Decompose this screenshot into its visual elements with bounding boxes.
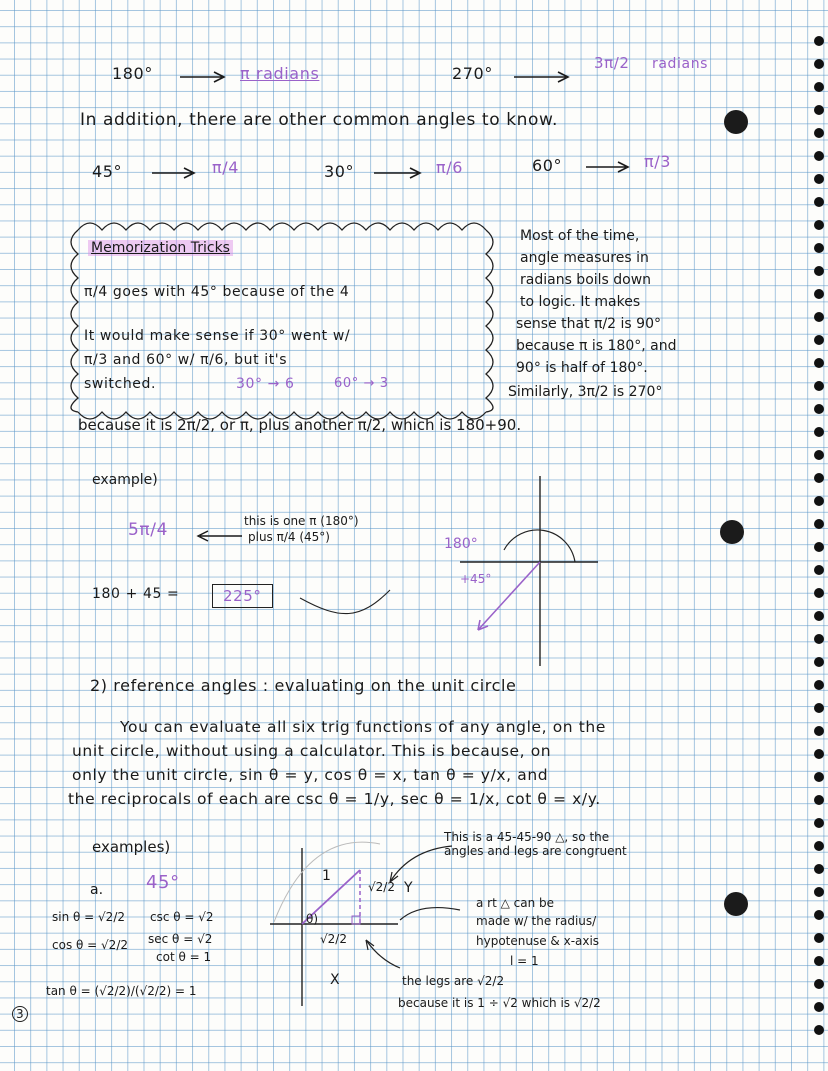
spiral-ring <box>814 289 824 299</box>
side-note-6: because π is 180°, and <box>516 338 677 354</box>
example2-note-mid4: l = 1 <box>510 954 539 968</box>
three-pi-over-two: 3π/2 <box>594 54 630 72</box>
example2-note-mid1: a rt △ can be <box>476 896 555 910</box>
spiral-ring <box>814 427 824 437</box>
triangle-theta: θ) <box>306 912 319 926</box>
example2-note-mid3: hypotenuse & x-axis <box>476 934 600 948</box>
example2-tan: tan θ = (√2/2)/(√2/2) = 1 <box>46 984 197 998</box>
arrow-icon <box>372 166 426 180</box>
spiral-ring <box>814 726 824 736</box>
rad-pi-over-6: π/6 <box>436 158 464 177</box>
example1-note2: plus π/4 (45°) <box>248 530 330 544</box>
section2-p3: only the unit circle, sin θ = y, cos θ = x, tan θ = y/x, and <box>72 766 549 784</box>
example1-fraction: 5π/4 <box>128 520 168 540</box>
spiral-ring <box>814 703 824 713</box>
rad-pi-over-4: π/4 <box>212 158 240 177</box>
triangle-hypotenuse-label: 1 <box>322 868 331 884</box>
spiral-ring <box>814 933 824 943</box>
example1-angle-180: 180° <box>444 536 478 552</box>
deg-180: 180° <box>112 64 153 83</box>
side-note-2: angle measures in <box>520 250 649 266</box>
spiral-ring <box>814 197 824 207</box>
example2-cot: cot θ = 1 <box>156 950 212 964</box>
spiral-ring <box>814 565 824 575</box>
spiral-ring <box>814 128 824 138</box>
example2-csc: csc θ = √2 <box>150 910 214 924</box>
spiral-ring <box>814 680 824 690</box>
example2-note-mid2: made w/ the radius/ <box>476 914 597 928</box>
binder-hole-middle <box>720 520 744 544</box>
spiral-ring <box>814 312 824 322</box>
example2-a: a. <box>90 882 104 898</box>
spiral-ring <box>814 910 824 920</box>
spiral-ring <box>814 59 824 69</box>
spiral-ring <box>814 220 824 230</box>
section2-title: 2) reference angles : evaluating on the unit circle <box>90 676 517 695</box>
spiral-ring <box>814 151 824 161</box>
example1-axes <box>420 470 600 670</box>
radians-label: radians <box>652 56 709 72</box>
tricks-line-1: π/4 goes with 45° because of the 4 <box>84 284 350 300</box>
spiral-ring <box>814 979 824 989</box>
spiral-ring <box>814 657 824 667</box>
triangle-x-label: √2/2 <box>320 932 347 946</box>
example1-result: 225° <box>212 584 273 608</box>
arrow-icon <box>150 166 200 180</box>
angle-60: 60° <box>532 156 563 175</box>
spiral-ring <box>814 404 824 414</box>
triangle-y-label: √2/2 <box>368 880 395 894</box>
triangle-X: X <box>330 972 340 988</box>
side-note-4: to logic. It makes <box>520 294 641 310</box>
example1-angle-45: +45° <box>460 572 492 586</box>
pi-radians: π radians <box>240 64 320 83</box>
example1-sum: 180 + 45 = <box>92 586 180 602</box>
example2-note-bot1: the legs are √2/2 <box>402 974 505 988</box>
tricks-heading: Memorization Tricks <box>88 240 233 256</box>
spiral-ring <box>814 795 824 805</box>
spiral-ring <box>814 450 824 460</box>
binder-hole-bottom <box>724 892 748 916</box>
spiral-ring <box>814 772 824 782</box>
tricks-line-4: switched. <box>84 376 157 392</box>
arrow-left-icon <box>196 530 244 542</box>
spiral-ring <box>814 266 824 276</box>
triangle-Y: Y <box>404 880 413 896</box>
example2-angle: 45° <box>146 872 180 893</box>
spiral-ring <box>814 358 824 368</box>
side-note-5: sense that π/2 is 90° <box>516 316 661 332</box>
spiral-ring <box>814 1025 824 1035</box>
spiral-ring <box>814 105 824 115</box>
spiral-ring <box>814 473 824 483</box>
page-number: 3 <box>12 1006 28 1022</box>
arrow-icon <box>584 160 634 174</box>
spiral-ring <box>814 841 824 851</box>
example2-sin: sin θ = √2/2 <box>52 910 125 924</box>
arrow-icon <box>512 70 572 84</box>
side-note-1: Most of the time, <box>520 228 640 244</box>
binder-hole-top <box>724 110 748 134</box>
angle-45: 45° <box>92 162 123 181</box>
deg-270: 270° <box>452 64 493 83</box>
tricks-hint-a: 30° → 6 <box>236 376 295 392</box>
intro-text: In addition, there are other common angles to know. <box>80 110 558 130</box>
spiral-ring <box>814 588 824 598</box>
side-note-7: 90° is half of 180°. <box>516 360 648 376</box>
spiral-ring <box>814 1002 824 1012</box>
rad-pi-over-3: π/3 <box>644 152 672 171</box>
spiral-ring <box>814 956 824 966</box>
spiral-ring <box>814 887 824 897</box>
section2-p2: unit circle, without using a calculator. This is because, on <box>72 742 552 760</box>
spiral-ring <box>814 335 824 345</box>
example2-note-top1: This is a 45-45-90 △, so the <box>444 830 610 844</box>
side-note-3: radians boils down <box>520 272 652 288</box>
section2-p4: the reciprocals of each are csc θ = 1/y, sec θ = 1/x, cot θ = x/y. <box>68 790 601 808</box>
because-line: because it is 2π/2, or π, plus another π/2, which is 180+90. <box>78 416 522 434</box>
angle-30: 30° <box>324 162 355 181</box>
tricks-hint-b: 60° → 3 <box>334 376 389 391</box>
example1-label: example) <box>92 472 158 488</box>
spiral-ring <box>814 611 824 621</box>
side-note-8: Similarly, 3π/2 is 270° <box>508 384 663 400</box>
spiral-ring <box>814 243 824 253</box>
tricks-line-3: π/3 and 60° w/ π/6, but it's <box>84 352 288 368</box>
spiral-ring <box>814 174 824 184</box>
example2-note-bot2: because it is 1 ÷ √2 which is √2/2 <box>398 996 601 1010</box>
spiral-ring <box>814 542 824 552</box>
example1-note1: this is one π (180°) <box>244 514 359 528</box>
spiral-ring <box>814 749 824 759</box>
spiral-ring <box>814 36 824 46</box>
spiral-ring <box>814 634 824 644</box>
example2-label: examples) <box>92 838 171 856</box>
spiral-ring <box>814 519 824 529</box>
arrow-icon <box>178 70 228 84</box>
spiral-ring <box>814 864 824 874</box>
tricks-line-2: It would make sense if 30° went w/ <box>84 328 351 344</box>
example2-cos: cos θ = √2/2 <box>52 938 128 952</box>
example2-note-top2: angles and legs are congruent <box>444 844 627 858</box>
section2-p1: You can evaluate all six trig functions of any angle, on the <box>120 718 606 736</box>
spiral-ring <box>814 381 824 391</box>
spiral-ring <box>814 82 824 92</box>
spiral-ring <box>814 818 824 828</box>
spiral-ring <box>814 496 824 506</box>
example2-sec: sec θ = √2 <box>148 932 213 946</box>
